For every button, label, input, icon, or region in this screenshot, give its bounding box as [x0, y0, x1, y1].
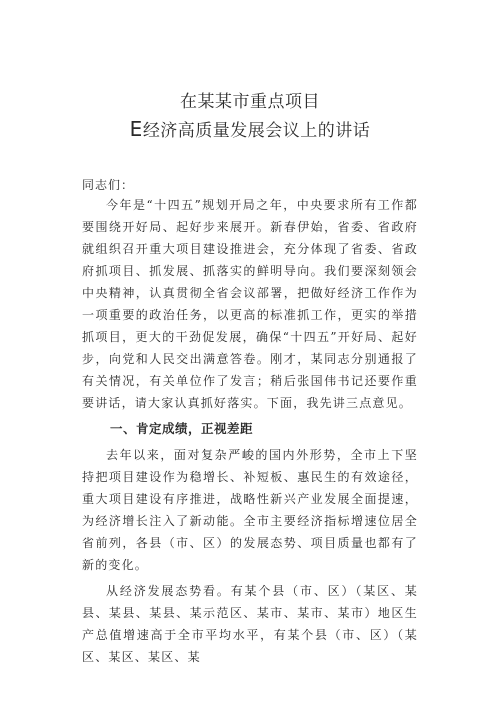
document-title-line-2: [82, 116, 418, 144]
document-title-line-1: 在某某市重点项目: [180, 92, 320, 112]
salutation: 同志们：: [82, 178, 135, 192]
paragraph-intro: 今年是“十四五”规划开局之年，中央要求所有工作都要围绕开好局、起好步来展开。新春伊始，省委、省政府就组织召开重大项目建设推进会，充分体现了省委、省政府抓项目、抓发展、抓落实的鲜明导向。我们要深刻领会中央精神，认真贯彻全省会议部署，把做好经济工作作为一项重要的政治任务，以更高的标准抓工作，更实的举措抓项目，更大的干劲促发展，确保“十四五”开好局、起好步，向党和人民交出满意答卷。刚才，某同志分别通报了有关情况，有关单位作了发言；稍后张国伟书记还要作重要讲话，请大家认真抓好落实。下面，我先讲三点意见。: [82, 198, 418, 410]
paragraph-economic-trend: 从经济发展态势看。有某个县（市、区）（某区、某县、某县、某县、某示范区、某市、某市、某市）地区生产总值增速高于全市平均水平，有某个县（市、区）（某区、某区、某区、某: [82, 584, 418, 664]
section-heading: 一、肯定成绩，正视差距: [110, 421, 254, 436]
title-line-2-text: 经济高质量发展会议上的讲话: [142, 121, 371, 141]
title-prefix: E: [129, 117, 143, 141]
paragraph-achievements: 去年以来，面对复杂严峻的国内外形势，全市上下坚持把项目建设作为稳增长、补短板、惠民生的有效途径，重大项目建设有序推进，战略性新兴产业发展全面提速，为经济增长注入了新动能。全市主要经济指标增速位居全省前列，各县（市、区）的发展态势、项目质量也都有了新的变化。: [82, 448, 418, 572]
